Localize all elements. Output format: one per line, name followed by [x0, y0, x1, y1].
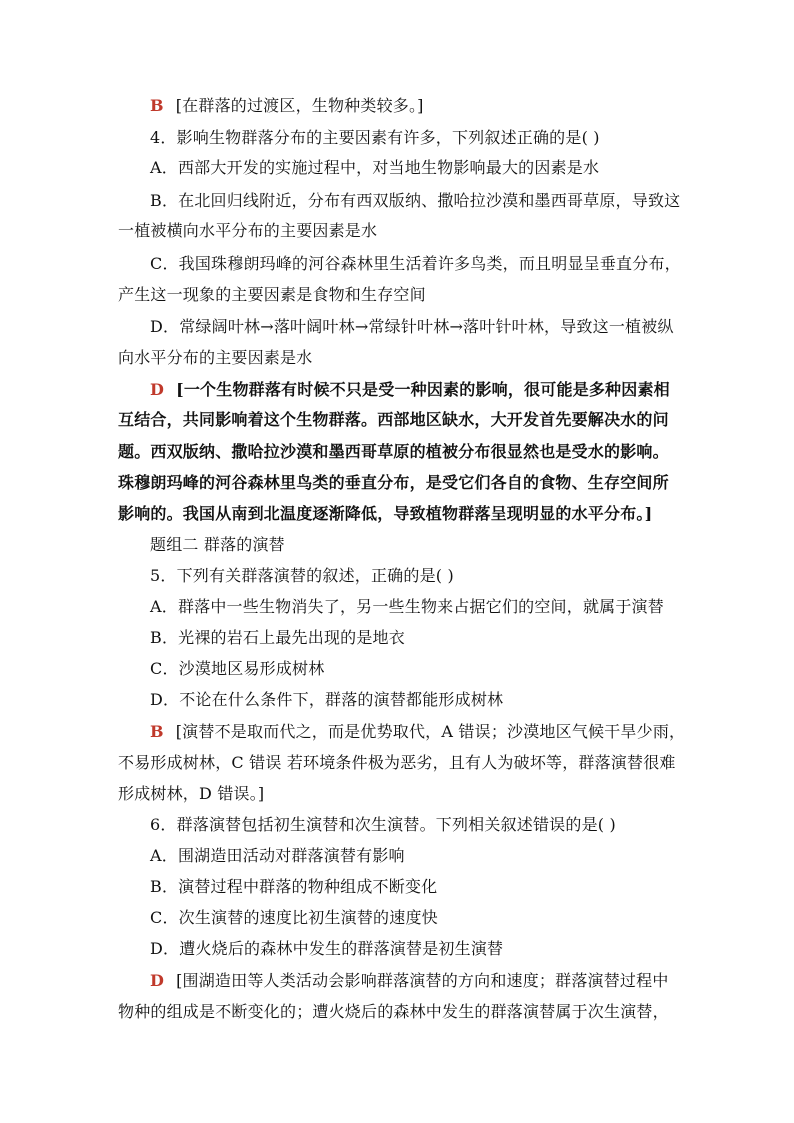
explanation-cont [118, 778, 678, 809]
answer-letter: D [150, 380, 165, 399]
question-5-option-c [150, 653, 678, 684]
explanation-cont [118, 747, 678, 778]
question-4-option-b-cont [118, 215, 678, 246]
question-5-option-d [150, 684, 678, 715]
explanation-text: 珠穆朗玛峰的河谷森林里鸟类的垂直分布，是受它们各自的食物、生存空间所 [118, 473, 669, 492]
explanation-text: [在群落的过渡区，生物种类较多。] [175, 96, 424, 115]
question-4-option-c [150, 248, 681, 279]
question-5-option-a [150, 591, 678, 622]
explanation-text: 形成树林，D 错误。] [118, 784, 265, 803]
question-5-option-b [150, 622, 678, 653]
question-text: 6．群落演替包括初生演替和次生演替。下列相关叙述错误的是( ) [150, 815, 616, 834]
answer-letter: B [150, 96, 164, 115]
option-text: 产生这一现象的主要因素是食物和生存空间 [118, 285, 426, 304]
answer-line [150, 374, 678, 405]
explanation-text: [围湖造田等人类活动会影响群落演替的方向和速度；群落演替过程中 [176, 971, 669, 990]
option-text: 一植被横向水平分布的主要因素是水 [118, 221, 378, 240]
option-text: B．在北回归线附近，分布有西双版纳、撒哈拉沙漠和墨西哥草原，导致这 [150, 191, 681, 210]
explanation-text: 互结合，共同影响着这个生物群落。西部地区缺水，大开发首先要解决水的问 [118, 410, 669, 429]
question-4-option-d [150, 311, 678, 342]
option-text: 向水平分布的主要因素是水 [118, 348, 313, 367]
question-6-option-b [150, 871, 678, 902]
question-text: 4．影响生物群落分布的主要因素有许多，下列叙述正确的是( ) [150, 128, 600, 147]
option-text: B．光裸的岩石上最先出现的是地衣 [150, 628, 405, 647]
question-6-option-d [150, 933, 678, 964]
option-text: D．不论在什么条件下，群落的演替都能形成树林 [150, 690, 504, 709]
option-text: A．西部大开发的实施过程中，对当地生物影响最大的因素是水 [150, 158, 600, 177]
option-text: C．沙漠地区易形成树林 [150, 659, 325, 678]
question-5-stem [150, 560, 678, 591]
option-text: B．演替过程中群落的物种组成不断变化 [150, 877, 438, 896]
explanation-text: [一个生物群落有时候不只是受一种因素的影响，很可能是多种因素相 [176, 380, 670, 399]
section-heading [150, 529, 678, 560]
answer-letter: B [150, 722, 164, 741]
option-text: C．我国珠穆朗玛峰的河谷森林里生活着许多鸟类，而且明显呈垂直分布， [150, 254, 681, 273]
explanation-text: [演替不是取而代之，而是优势取代，A 错误；沙漠地区气候干旱少雨， [175, 722, 686, 741]
section-title: 题组二 群落的演替 [150, 535, 285, 554]
answer-line [150, 90, 678, 121]
explanation-cont [118, 996, 678, 1027]
question-text: 5．下列有关群落演替的叙述，正确的是( ) [150, 566, 454, 585]
question-6-option-c [150, 902, 678, 933]
answer-line [150, 965, 678, 996]
explanation-text: 题。西双版纳、撒哈拉沙漠和墨西哥草原的植被分布很显然也是受水的影响。 [118, 442, 669, 461]
question-6-stem [150, 809, 678, 840]
explanation-cont [118, 498, 678, 529]
question-4-option-b [150, 185, 681, 216]
option-text: C．次生演替的速度比初生演替的速度快 [150, 908, 438, 927]
explanation-text: 不易形成树林，C 错误 若环境条件极为恶劣，且有人为破坏等，群落演替很难 [118, 753, 676, 772]
explanation-text: 物种的组成是不断变化的；遭火烧后的森林中发生的群落演替属于次生演替， [118, 1002, 669, 1021]
option-text: D．遭火烧后的森林中发生的群落演替是初生演替 [150, 939, 504, 958]
question-4-option-d-cont [118, 342, 678, 373]
explanation-cont [118, 467, 678, 498]
answer-letter: D [150, 971, 165, 990]
explanation-text: 影响的。我国从南到北温度逐渐降低，导致植物群落呈现明显的水平分布。] [118, 504, 653, 523]
question-4-option-a [150, 152, 678, 183]
question-4-stem [150, 122, 678, 153]
question-4-option-c-cont [118, 279, 678, 310]
option-text: A．围湖造田活动对群落演替有影响 [150, 846, 405, 865]
answer-line [150, 716, 686, 747]
option-text: D．常绿阔叶林→落叶阔叶林→常绿针叶林→落叶针叶林，导致这一植被纵 [150, 317, 674, 336]
option-text: A．群落中一些生物消失了，另一些生物来占据它们的空间，就属于演替 [150, 597, 664, 616]
question-6-option-a [150, 840, 678, 871]
explanation-cont [118, 436, 678, 467]
explanation-cont [118, 404, 678, 435]
